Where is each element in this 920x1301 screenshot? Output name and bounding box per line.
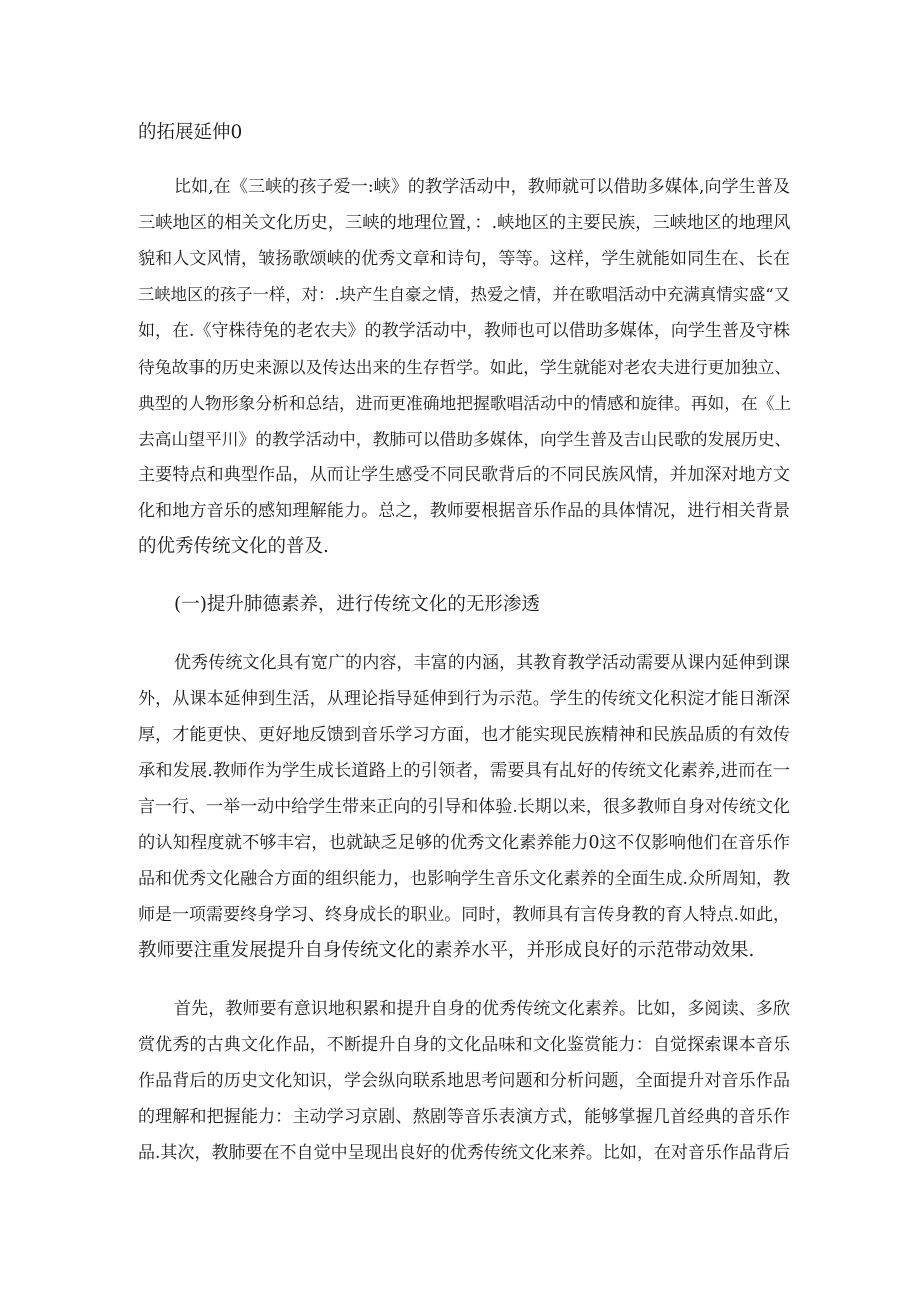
paragraph-3-line: 的理解和把握能力：主动学习京剧、熬剧等音乐表演方式，能够掌握几首经典的音乐作: [138, 1107, 790, 1127]
paragraph-1-line: 三峡地区的孩子一样，对：.块产生自豪之情，热爱之情，并在歌唱活动中充满真情实盛“又: [138, 285, 790, 304]
paragraph-1-line: 比如,在《三峡的孩子爱一:峡》的教学活动中，教师就可以借助多媒体,向学生普及: [174, 177, 790, 197]
paragraph-2-line: 承和发展.教师作为学生成长道路上的引领者，需要具有乩好的传统文化素养,进而在一: [138, 761, 790, 781]
paragraph-3-line: 首先，教师要有意识地积累和提升自身的优秀传统文化素养。比如，多阅读、多欣: [174, 999, 790, 1019]
paragraph-3-line: 作品背后的历史文化知识，学会纵向联系地思考问题和分析问题，全面提升对音乐作品: [138, 1071, 790, 1091]
paragraph-2-line: 师是一项需要终身学习、终身成长的职业。同时，教师具有言传身教的育人特点.如此，: [138, 905, 790, 925]
paragraph-1-line: 待兔故事的历史来源以及传达出来的生存哲学。如此，学生就能对老农夫进行更加独立、: [138, 357, 792, 377]
section-heading: (一)提升肺德素养，进行传统文化的无形渗透: [174, 594, 540, 615]
paragraph-3-line: 品.其次，教肺要在不自觉中呈现出良好的优秀传统文化来养。比如，在对音乐作品背后: [138, 1143, 790, 1163]
paragraph-1-line: 化和地方音乐的感知理解能力。总之，教师要根据音乐作品的具体情况，进行相关背景: [138, 501, 790, 521]
paragraph-2-line: 外，从课本延伸到生活，从理论指导延伸到行为示范。学生的传统文化积淀才能日渐深: [138, 689, 790, 709]
paragraph-1-line: 去高山望平川》的教学活动中，教肺可以借助多媒体，向学生普及吉山民歌的发展历史、: [138, 429, 792, 449]
paragraph-2-line: 厚，才能更快、更好地反馈到音乐学习方面，也才能实现民族精神和民族品质的有效传: [138, 725, 790, 745]
paragraph-1-line: 三峡地区的相关文化历史，三峡的地理位置，：.峡地区的主要民族，三峡地区的地理风: [138, 213, 791, 233]
paragraph-2-line: 的认知程度就不够丰宕，也就缺乏足够的优秀文化素养能力0这不仅影响他们在音乐作: [138, 833, 790, 853]
opening-line: 的拓展延伸0: [138, 122, 243, 143]
paragraph-2-line: 优秀传统文化具有宽广的内容，丰富的内涵，其教育教学活动需要从课内延伸到课: [174, 653, 790, 673]
paragraph-2-line: 教师要注重发展提升自身传统文化的素养水平，并形成良好的示范带动效果.: [138, 940, 755, 961]
paragraph-1-line: 如，在.《守株待兔的老农夫》的教学活动中，教师也可以借助多媒体，向学生普及守株: [138, 321, 790, 341]
paragraph-1-line: 貌和人文风情，皱扬歌颂峡的优秀文章和诗句，等等。这样，学生就能如同生在、长在: [138, 249, 790, 269]
paragraph-2-line: 品和优秀文化融合方面的组织能力，也影响学生音乐文化素养的全面生成.众所周知，教: [138, 869, 790, 889]
paragraph-1-line: 主要特点和典型作品，从而让学生感受不同民歌背后的不同民族风情，并加深对地方文: [138, 465, 790, 485]
paragraph-1-line: 的优秀传统文化的普及.: [138, 536, 329, 557]
paragraph-1-line: 典型的人物形象分析和总结，进而更准确地把握歌唱活动中的情感和旋律。再如，在《上: [138, 393, 792, 413]
paragraph-3-line: 赏优秀的古典文化作品，不断提升自身的文化品味和文化鉴赏能力：自觉探索课本音乐: [138, 1035, 790, 1055]
paragraph-2-line: 言一行、一举一动中给学生带来正向的引导和体验.长期以来，很多教师自身对传统文化: [138, 797, 790, 817]
